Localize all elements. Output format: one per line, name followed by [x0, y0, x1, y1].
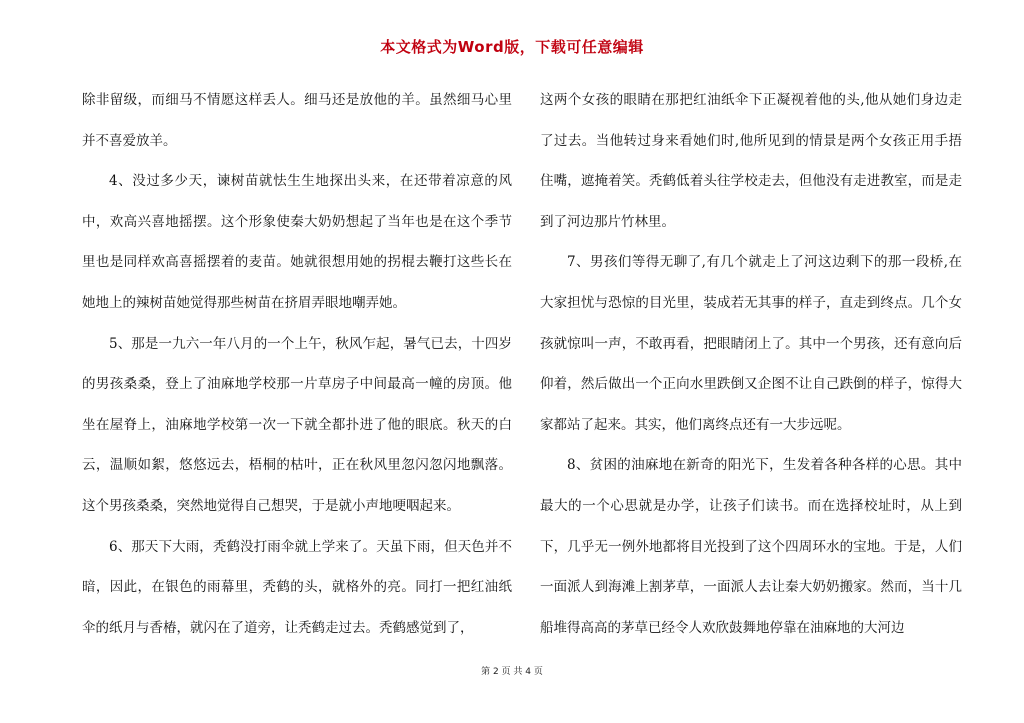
paragraph: 5、那是一九六一年八月的一个上午，秋风乍起，暑气已去，十四岁的男孩桑桑，登上了油麻地学校那一片草房子中间最高一幢的房顶。他坐在屋脊上，油麻地学校第一次一下就全都扑进了他的眼底。秋天的白云，温顺如絮，悠悠远去，梧桐的枯叶，正在秋风里忽闪忽闪地飘落。这个男孩桑桑，突然地觉得自己想哭，于是就小声地哽咽起来。 [82, 335, 512, 514]
paragraph: 这两个女孩的眼睛在那把红油纸伞下正凝视着他的头,他从她们身边走了过去。当他转过身来看她们时,他所见到的情景是两个女孩正用手捂住嘴，遮掩着笑。秃鹤低着头往学校走去，但他没有走进教室，而是走到了河边那片竹林里。 [540, 92, 962, 230]
left-text-column [82, 80, 512, 648]
paragraph: 7、男孩们等得无聊了,有几个就走上了河这边剩下的那一段桥,在大家担忧与恐惊的目光里，装成若无其事的样子，直走到终点。几个女孩就惊叫一声，不敢再看，把眼睛闭上了。其中一个男孩，还有意向后仰着，然后做出一个正向水里跌倒又企图不让自己跌倒的样子，惊得大家都站了起来。其实，他们离终点还有一大步远呢。 [540, 254, 962, 433]
paragraph: 8、贫困的油麻地在新奇的阳光下，生发着各种各样的心思。其中最大的一个心思就是办学，让孩子们读书。而在选择校址时，从上到下，几乎无一例外地都将目光投到了这个四周环水的宝地。于是，人们一面派人到海滩上割茅草，一面派人去让秦大奶奶搬家。然而，当十几船堆得高高的茅草已经令人欢欣鼓舞地停靠在油麻地的大河边 [540, 457, 962, 636]
right-text-column [540, 80, 962, 648]
document-header-title: 本文格式为Word版，下载可任意编辑 [380, 38, 644, 56]
paragraph: 4、没过多少天，谏树苗就怯生生地探出头来，在还带着凉意的风中，欢高兴喜地摇摆。这个形象使秦大奶奶想起了当年也是在这个季节里也是同样欢高喜摇摆着的麦苗。她就很想用她的拐棍去鞭打这些长在她地上的辣树苗她觉得那些树苗在挤眉弄眼地嘲弄她。 [82, 173, 512, 311]
paragraph: 6、那天下大雨，秃鹤没打雨伞就上学来了。天虽下雨，但天色并不暗，因此，在银色的雨幕里，秃鹤的头，就格外的亮。同打一把红油纸伞的纸月与香椿，就闪在了道旁，让秃鹤走过去。秃鹤感觉到了， [82, 538, 512, 636]
page-number: 第 2 页 共 4 页 [481, 667, 543, 677]
paragraph: 除非留级，而细马不情愿这样丢人。细马还是放他的羊。虽然细马心里并不喜爱放羊。 [82, 92, 512, 149]
